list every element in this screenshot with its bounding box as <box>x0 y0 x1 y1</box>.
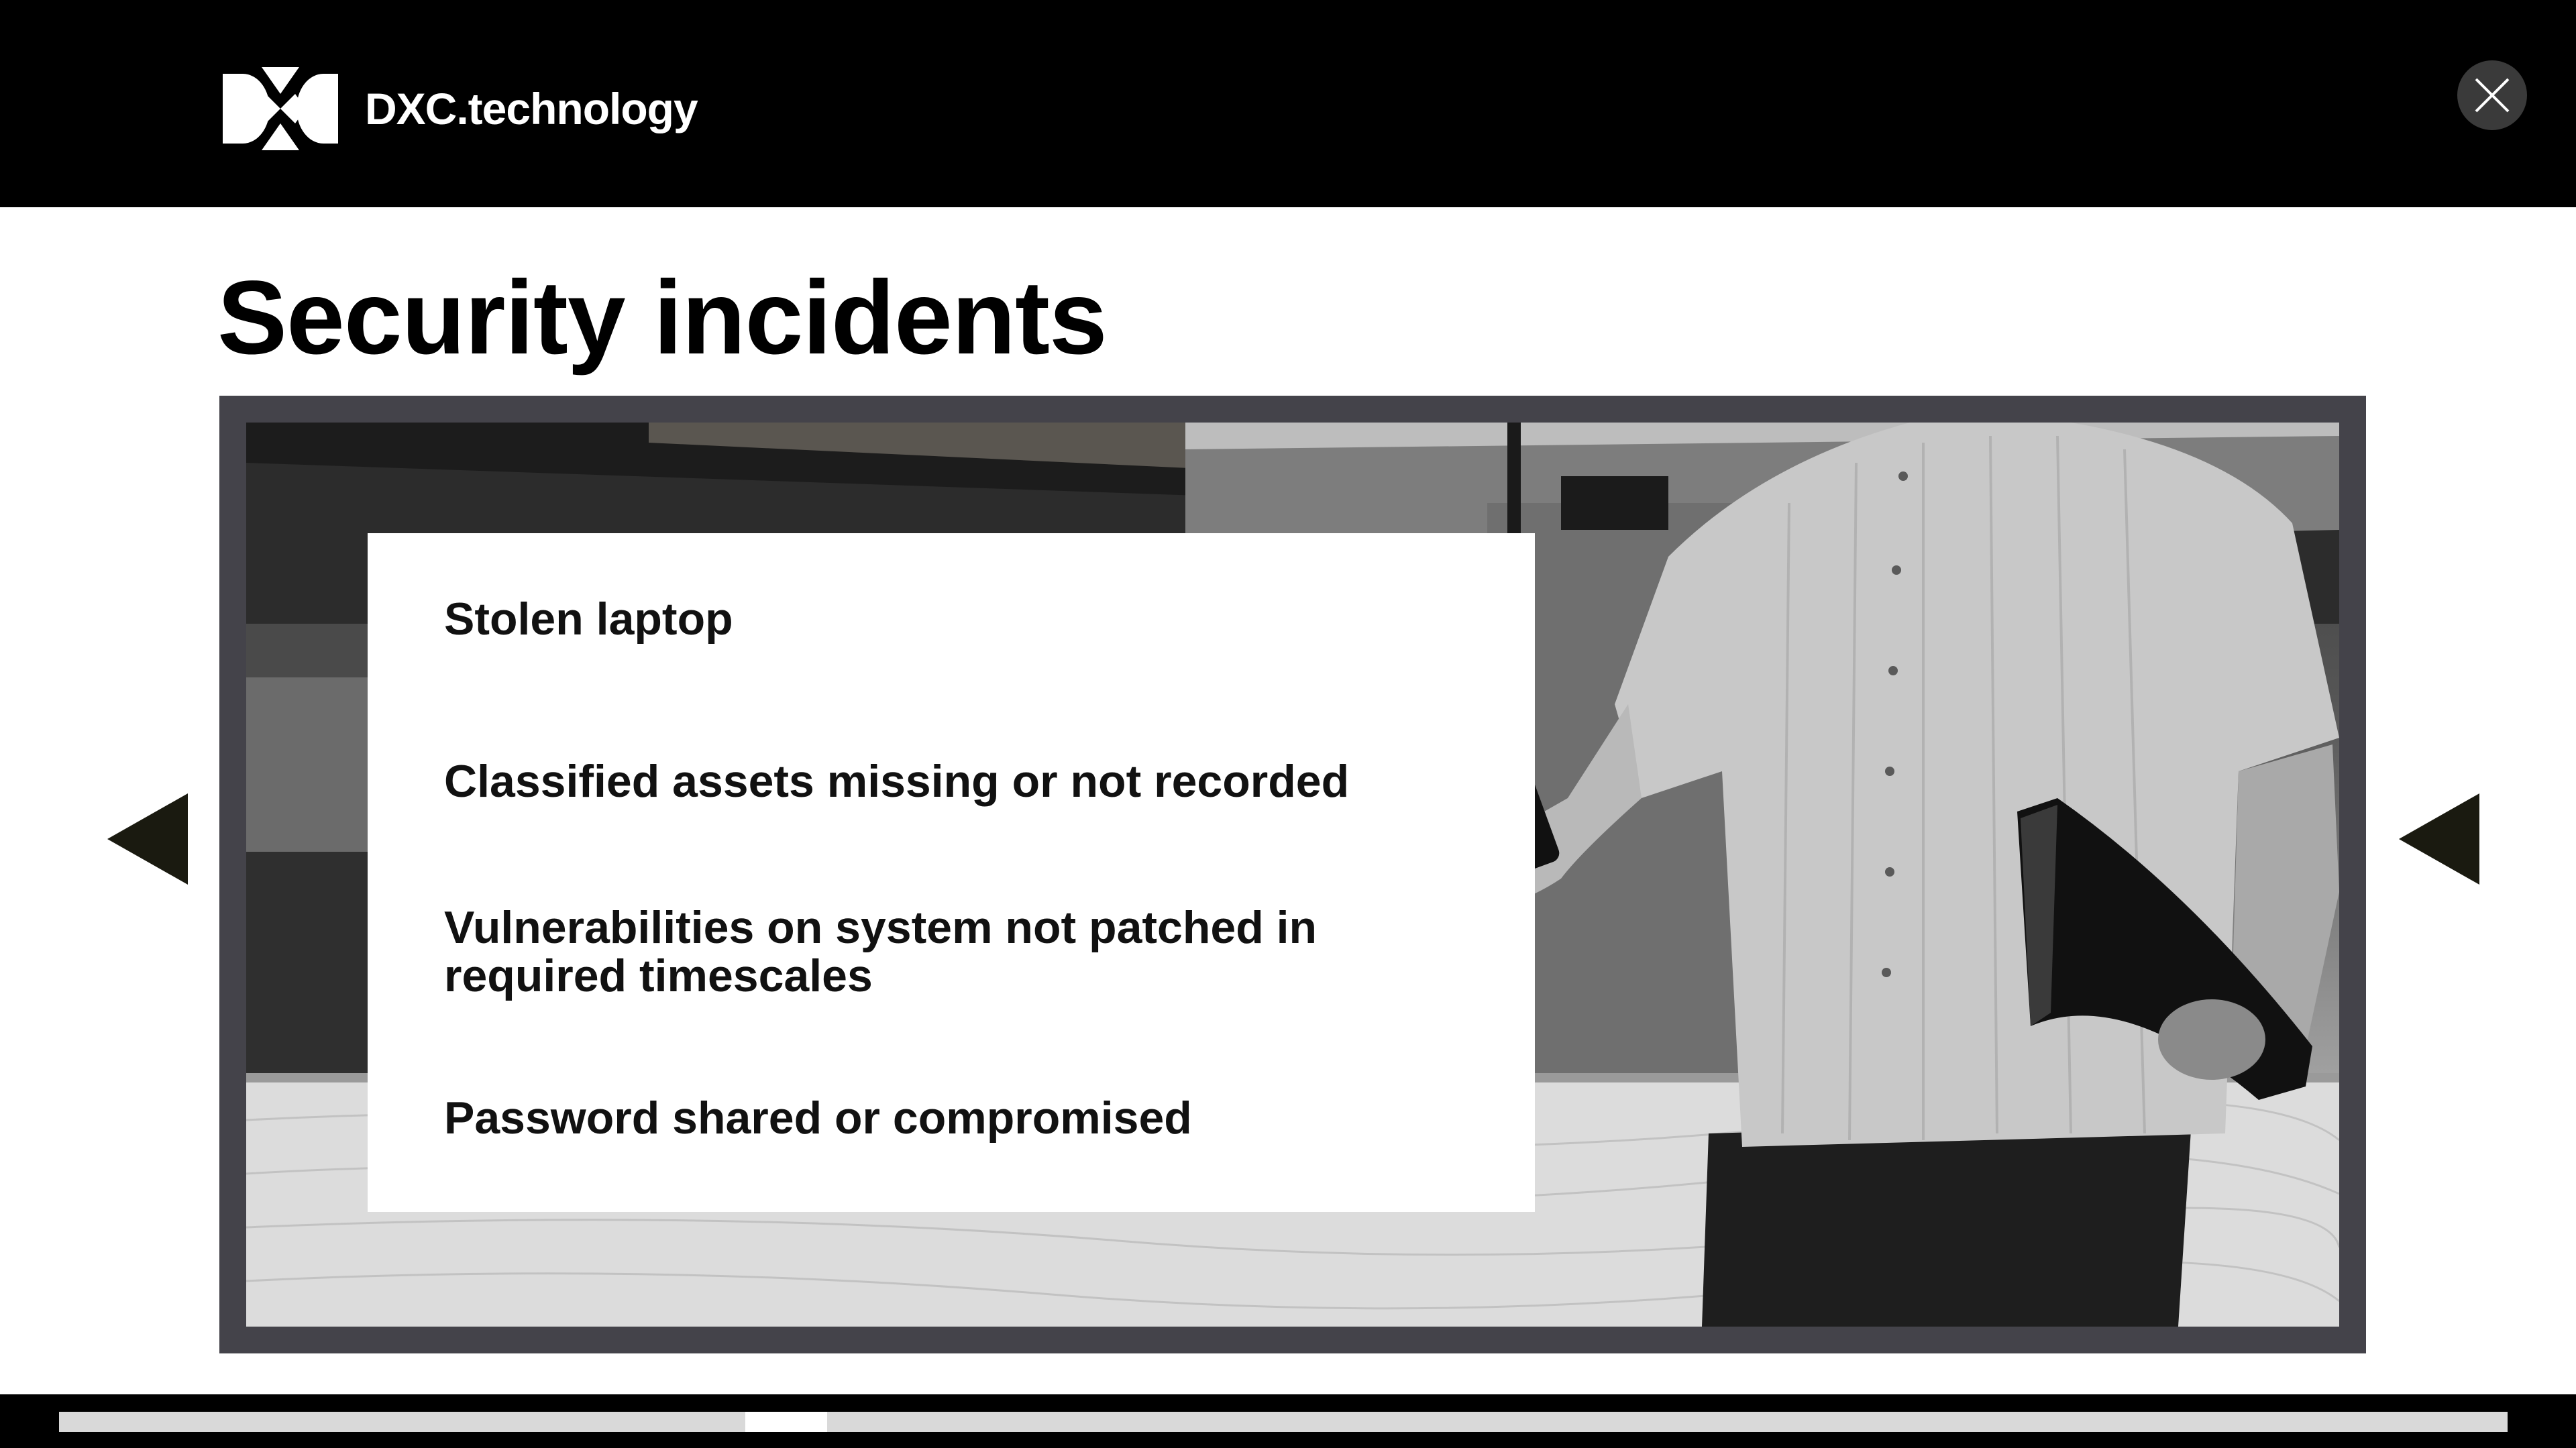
incident-item-classified-assets[interactable]: Classified assets missing or not recorded <box>444 756 1350 807</box>
next-arrow-icon[interactable] <box>2399 793 2479 885</box>
close-icon <box>2472 75 2512 115</box>
incidents-card <box>368 533 1535 1212</box>
incident-item-password[interactable]: Password shared or compromised <box>444 1093 1192 1144</box>
page-title: Security incidents <box>217 260 1107 376</box>
progress-thumb[interactable] <box>745 1412 827 1432</box>
footer-bar <box>0 1394 2576 1448</box>
brand-logo <box>223 67 698 150</box>
close-button[interactable] <box>2457 60 2527 130</box>
dxc-logo-icon <box>223 67 338 150</box>
previous-arrow-icon[interactable] <box>107 793 188 885</box>
brand-name: DXC.technology <box>365 84 698 133</box>
incident-item-vulnerabilities[interactable]: Vulnerabilities on system not patched in required timescales <box>444 902 1318 1001</box>
header-bar <box>0 0 2576 207</box>
incident-item-stolen-laptop[interactable]: Stolen laptop <box>444 594 733 645</box>
progress-scrubber[interactable] <box>59 1412 2508 1432</box>
